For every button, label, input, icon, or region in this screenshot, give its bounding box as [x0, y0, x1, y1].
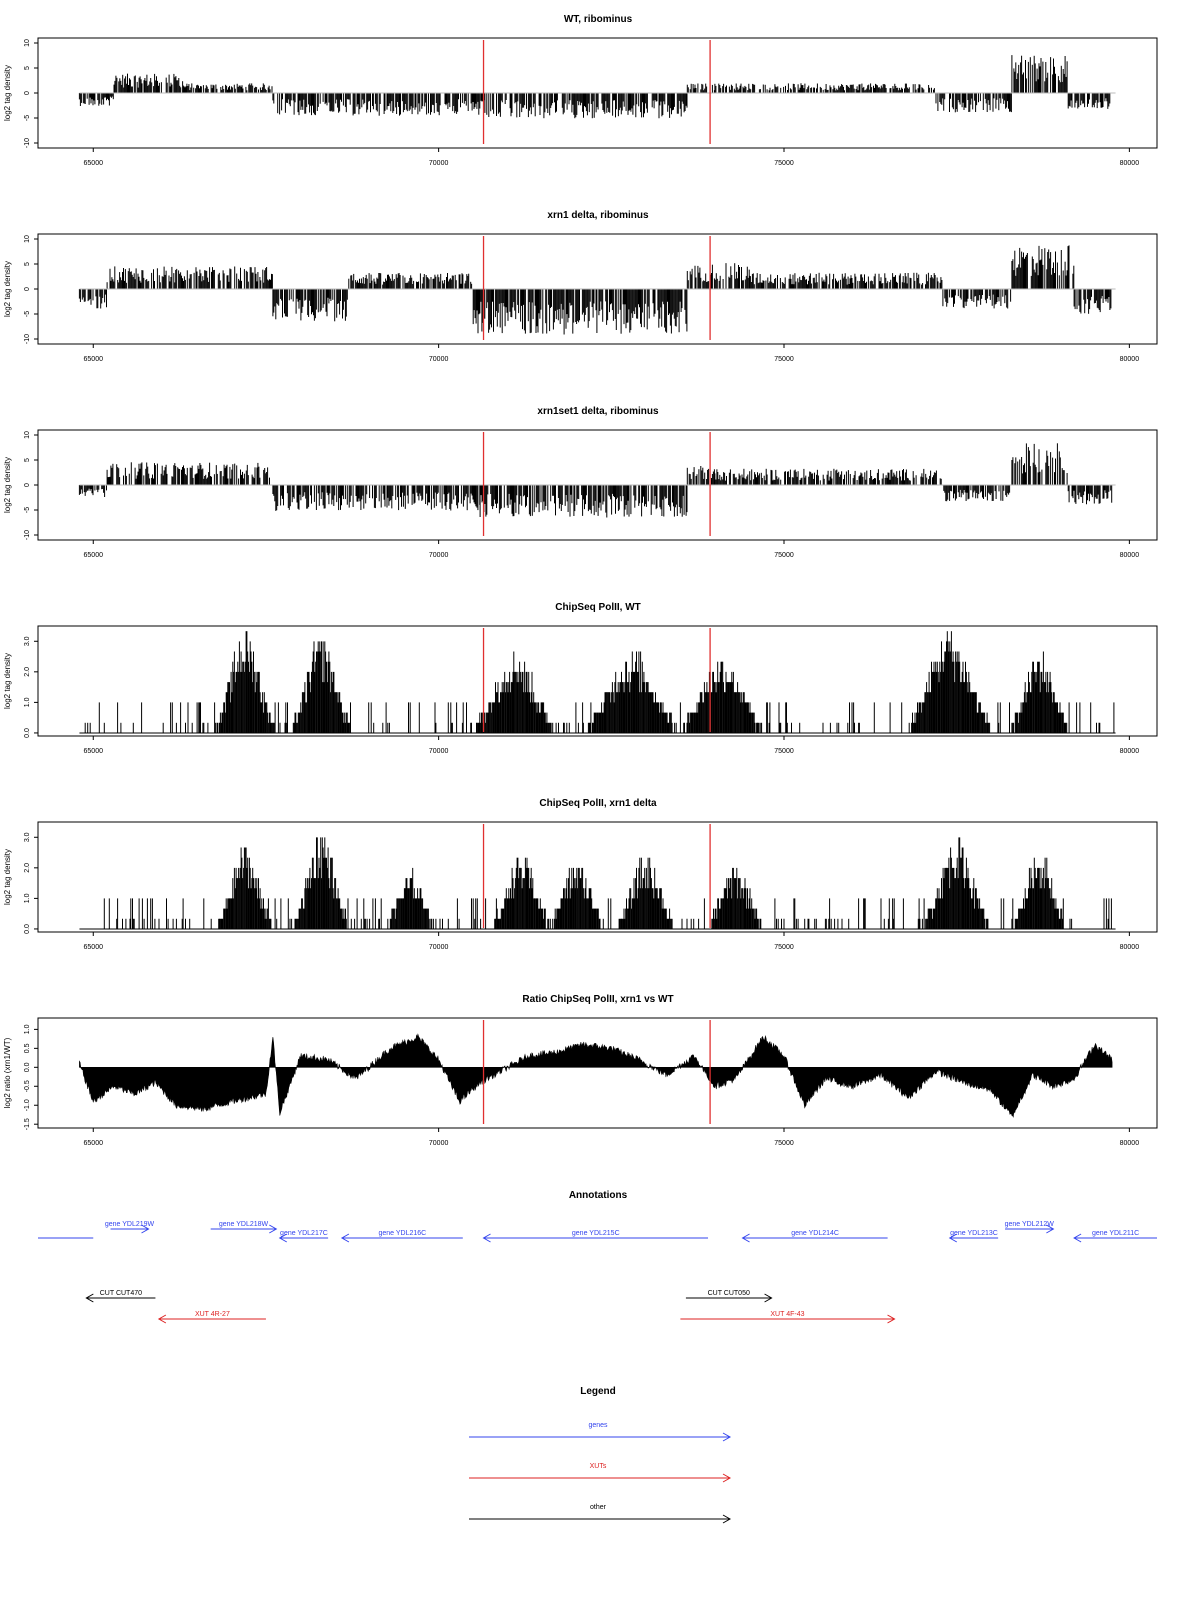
y-tick-label: -5	[24, 114, 31, 122]
x-tick-label: 80000	[1119, 748, 1140, 755]
xut-label: XUT 4R-27	[194, 1311, 230, 1318]
panel-title: ChipSeq PolII, WT	[555, 602, 641, 613]
legend-title: Legend	[580, 1386, 616, 1397]
y-tick-label: 1.0	[24, 1024, 31, 1035]
cut-label: CUT CUT470	[99, 1290, 143, 1297]
gene-label: gene YDL219W	[104, 1221, 155, 1228]
legend-arrow-xuts	[469, 1474, 730, 1482]
legend-label-other: other	[590, 1504, 606, 1511]
x-tick-label: 80000	[1119, 552, 1140, 559]
ratio-area	[79, 1034, 1112, 1117]
y-tick-label: 0.5	[24, 1043, 31, 1054]
x-tick-label: 70000	[428, 944, 449, 951]
x-tick-label: 75000	[774, 160, 794, 167]
legend-arrow-genes	[469, 1433, 730, 1441]
x-tick-label: 75000	[774, 552, 794, 559]
y-axis-label: log2 tag density	[3, 64, 12, 122]
data-marks	[79, 631, 1115, 733]
x-tick-label: 75000	[774, 944, 794, 951]
x-tick-label: 80000	[1119, 160, 1140, 167]
y-tick-label: 0	[24, 91, 31, 95]
panel-title: WT, ribominus	[563, 14, 633, 25]
legend	[469, 1386, 730, 1523]
x-tick-label: 65000	[83, 160, 103, 167]
y-tick-label: -5	[24, 506, 31, 514]
y-axis-label: log2 tag density	[3, 260, 12, 318]
annotations-panel	[38, 1190, 1157, 1323]
y-tick-label: 0.0	[24, 1062, 31, 1073]
y-tick-label: -1.5	[24, 1118, 31, 1131]
xut-label: XUT 4F-43	[770, 1311, 805, 1318]
y-tick-label: 10	[24, 431, 31, 439]
y-axis-label: log2 tag density	[3, 456, 12, 514]
legend-label-genes: genes	[588, 1422, 608, 1429]
y-tick-label: 0	[24, 483, 31, 487]
x-tick-label: 65000	[83, 748, 103, 755]
x-tick-label: 80000	[1119, 944, 1140, 951]
panel-1	[3, 14, 1157, 167]
y-tick-label: 1.0	[24, 697, 31, 708]
x-tick-label: 70000	[428, 748, 449, 755]
y-tick-label: 10	[24, 235, 31, 243]
panel-title: Ratio ChipSeq PolII, xrn1 vs WT	[522, 994, 674, 1005]
x-tick-label: 75000	[774, 748, 794, 755]
gene-label: gene YDL217C	[280, 1230, 328, 1237]
gene-label: gene YDL213C	[950, 1230, 998, 1237]
y-tick-label: 5	[24, 66, 31, 70]
panel-4	[3, 602, 1157, 755]
annotations-title: Annotations	[568, 1190, 628, 1201]
x-tick-label: 80000	[1119, 1140, 1140, 1147]
data-marks	[79, 55, 1115, 118]
x-tick-label: 75000	[774, 356, 794, 363]
data-marks	[79, 837, 1115, 929]
x-tick-label: 75000	[774, 1140, 794, 1147]
x-tick-label: 70000	[428, 552, 449, 559]
panel-6	[3, 994, 1157, 1147]
x-tick-label: 70000	[428, 356, 449, 363]
y-tick-label: -10	[24, 529, 31, 541]
gene-label: gene YDL212W	[1004, 1221, 1054, 1228]
cut-label: CUT CUT050	[707, 1290, 750, 1297]
gene-label: gene YDL218W	[218, 1221, 269, 1228]
y-tick-label: 0	[24, 287, 31, 291]
y-tick-label: 5	[24, 458, 31, 462]
panel-title: xrn1set1 delta, ribominus	[537, 406, 659, 417]
data-marks	[79, 1034, 1112, 1117]
legend-arrow-other	[469, 1515, 730, 1523]
x-tick-label: 80000	[1119, 356, 1140, 363]
y-axis-label: log2 ratio (xrn1/WT)	[3, 1037, 12, 1109]
y-tick-label: -10	[24, 333, 31, 345]
panel-3	[3, 406, 1157, 559]
gene-label: gene YDL216C	[378, 1230, 427, 1237]
panel-5	[3, 798, 1157, 951]
y-tick-label: 2.0	[24, 862, 31, 873]
gene-label: gene YDL215C	[571, 1230, 620, 1237]
y-tick-label: 3.0	[24, 636, 31, 647]
data-marks	[79, 443, 1115, 517]
y-tick-label: 5	[24, 262, 31, 266]
y-tick-label: 0.0	[24, 924, 31, 934]
panel-title: ChipSeq PolII, xrn1 delta	[539, 798, 657, 809]
gene-label: gene YDL211C	[1091, 1230, 1140, 1237]
x-tick-label: 70000	[428, 160, 449, 167]
y-tick-label: -0.5	[24, 1080, 31, 1093]
y-tick-label: -10	[24, 137, 31, 149]
y-tick-label: 3.0	[24, 832, 31, 843]
x-tick-label: 65000	[83, 1140, 103, 1147]
y-axis-label: log2 tag density	[3, 652, 12, 710]
x-tick-label: 65000	[83, 356, 103, 363]
y-tick-label: 0.0	[24, 728, 31, 738]
legend-label-xuts: XUTs	[589, 1463, 607, 1470]
panel-title: xrn1 delta, ribominus	[547, 210, 649, 221]
x-tick-label: 70000	[428, 1140, 449, 1147]
y-axis-label: log2 tag density	[3, 848, 12, 906]
data-marks	[79, 245, 1115, 334]
panel-2	[3, 210, 1157, 363]
y-tick-label: 1.0	[24, 893, 31, 904]
y-tick-label: -1.0	[24, 1099, 31, 1112]
y-tick-label: 10	[24, 39, 31, 47]
y-tick-label: 2.0	[24, 666, 31, 677]
y-tick-label: -5	[24, 310, 31, 318]
x-tick-label: 65000	[83, 944, 103, 951]
x-tick-label: 65000	[83, 552, 103, 559]
gene-label: gene YDL214C	[791, 1230, 839, 1237]
